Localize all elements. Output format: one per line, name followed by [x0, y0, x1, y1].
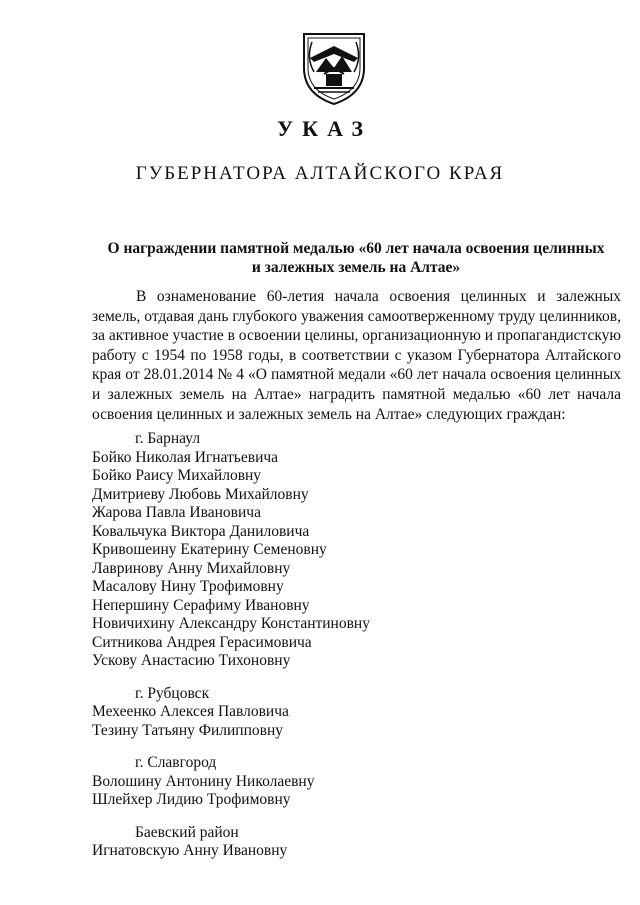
recipient-name: Игнатовскую Анну Ивановну — [92, 842, 288, 859]
altai-krai-emblem-icon — [296, 28, 372, 108]
recipient-name: Бойко Николая Игнатьевича — [92, 448, 279, 466]
document-title — [90, 239, 622, 277]
recipient-name: Жарова Павла Ивановича — [92, 504, 261, 521]
recipient-name: Масалову Нину Трофимовну — [92, 578, 284, 595]
document-type: УКАЗ — [276, 116, 373, 141]
body-paragraph: В ознаменование 60-летия начала освоения целинных и залежных земель, отдавая дань глубокого уважения самоотверженному труду целинников, за активное участие в освоении целины, организационную и пропагандистскую работу с 1954 по 1958 годы, в соответствии с указом Губернатора Алтайского края от 28.01.2014 № 4 «О памятной медали «60 лет начала освоения целинных и залежных земель на Алтае» наградить памятной медалью «60 лет начала освоения целинных и залежных земель на Алтае» следующих граждан: — [92, 288, 621, 423]
recipient-name: Тезину Татьяну Филипповну — [92, 721, 284, 739]
recipient-group — [92, 430, 612, 671]
group-place: г. Рубцовск — [135, 684, 210, 702]
recipient-name: Лавринову Анну Михайловну — [92, 559, 291, 577]
recipient-name: Шлейхер Лидию Трофимовну — [92, 791, 291, 808]
document-issuer: ГУБЕРНАТОРА АЛТАЙСКОГО КРАЯ — [135, 163, 505, 184]
group-place: г. Барнаул — [135, 430, 201, 447]
group-place: г. Славгород — [135, 754, 217, 771]
recipient-name: Непершину Серафиму Ивановну — [92, 596, 310, 614]
recipient-group — [92, 754, 612, 810]
title-line: О награждении памятной медалью «60 лет начала освоения целинных — [107, 240, 605, 257]
recipient-name: Кривошеину Екатерину Семеновну — [92, 541, 327, 558]
group-place: Баевский район — [135, 823, 239, 841]
document-body — [92, 287, 621, 424]
recipient-name: Дмитриеву Любовь Михайловну — [92, 485, 309, 503]
award-recipient-groups — [92, 430, 612, 875]
recipient-name: Мехеенко Алексея Павловича — [92, 703, 289, 720]
recipient-name: Ситникова Андрея Герасимовича — [92, 633, 312, 651]
recipient-name: Ковальчука Виктора Даниловича — [92, 522, 310, 540]
recipient-name: Ускову Анастасию Тихоновну — [92, 652, 291, 669]
recipient-name: Бойко Раису Михайловну — [92, 467, 262, 484]
recipient-group — [92, 685, 612, 741]
recipient-name: Новичихину Александру Константиновну — [92, 615, 370, 632]
title-line: и залежных земель на Алтае» — [251, 259, 461, 276]
recipient-group — [92, 824, 612, 861]
recipient-name: Волошину Антонину Николаевну — [92, 772, 315, 790]
